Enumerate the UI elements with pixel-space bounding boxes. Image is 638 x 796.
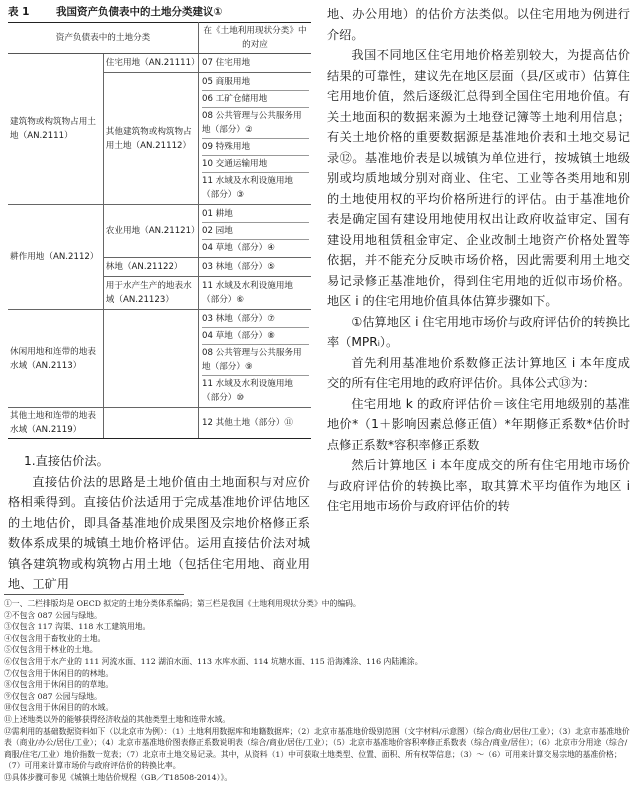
paragraph: 然后计算地区 i 本年度成交的所有住宅用地市场价与政府评估价的转换比率，取其算术平均值作为地区 i 住宅用地市场价与政府评估价的转 (327, 458, 630, 513)
table-body (8, 54, 311, 439)
land-use-code-item: 02 园地 (202, 223, 309, 240)
land-use-code-item: 11 水域及水利设施用地（部分）③ (202, 176, 294, 200)
land-subclass-cell: 林地（AN.21122） (103, 258, 198, 277)
land-use-code-item: 03 林地（部分）⑤ (202, 262, 275, 272)
land-use-code-item: 06 工矿仓储用地 (202, 91, 309, 108)
land-use-code-item: 11 水域及水利设施用地（部分）⑥ (202, 281, 294, 305)
land-group-cell: 其他土地和连带的地表水域（AN.2119） (8, 408, 103, 439)
footnote: ①一、二栏排版均是 OECD 拟定的土地分类体系编码；第三栏是我国《土地利用现状分类》中的编码。 (4, 599, 361, 608)
land-use-code-item: 04 草地（部分）⑧ (202, 328, 309, 345)
footnote: ⑨仅包含 087 公园与绿地。 (4, 691, 102, 701)
land-use-code-cell (199, 310, 312, 408)
footnote: ③仅包含 117 沟渠、118 水工建筑用地。 (4, 622, 151, 632)
footnotes (4, 594, 632, 784)
footnote-list (4, 598, 632, 784)
table-row (8, 408, 311, 439)
land-subclass-cell (103, 310, 198, 408)
table-caption (8, 0, 310, 22)
footnote-rule (4, 594, 184, 595)
footnote: ⑩仅包含用于休闲目的的水域。 (4, 703, 114, 713)
header-land-use-code: 在《土地利用现状分类》中的对应 (199, 23, 312, 54)
paragraph: 直接估价法的思路是土地价值由土地面积与对应价格相乘得到。直接估价法适用于完成基准地价评估地区的土地估价，即具备基准地价成果图及宗地价格修正系数体系成果的城镇土地价格评估。运用直接估价法对城镇各建筑物或构筑物占用土地（包括住宅用地、商业用地、工矿用 (8, 474, 310, 591)
land-use-code-item: 11 水域及水利设施用地（部分）⑩ (202, 379, 294, 403)
footnote: ⑥仅包含用于水产业的 111 河流水面、112 湖泊水面、113 水库水面、114 坑塘水面、115 沿海滩涂、116 内陆滩涂。 (4, 656, 423, 666)
land-subclass-cell: 住宅用地（AN.21111） (103, 54, 198, 73)
land-use-code-cell (199, 408, 312, 439)
left-body-text (8, 451, 310, 595)
right-body-text (327, 4, 630, 517)
footnote: ⑫需利用的基础数据资料如下（以北京市为例）：（1）土地利用数据库和地籍数据库；（2）北京市基准地价级别范围（文字材料/示意图）（综合/商业/居住/工业）；（3）北京市基准地价表（商业/办公/居住/工业）；（4）北京市基准地价图表修正系数说明表（综合/商业/居住/工业）；（5）北京市基准地价容积率修正系数表（综合/商业/居住）；（6）北京市分用途（综合/商服/住宅/工业）地价指数一览表；（7）北京市土地交易记录。其中，从资料（1）中可获取土地类型、位置、面积、所有权等信息；（3）～（6）可用来计算交易宗地的基准价格；（7）可用来计算市场价与政府评估价的转换比率。 (4, 726, 630, 771)
paragraph: ①估算地区 i 住宅用地市场价与政府评估价的转换比率（MPRᵢ）。 (327, 314, 630, 349)
land-group-cell: 耕作用地（AN.2112） (8, 205, 103, 310)
section-heading: 1.直接估价法。 (24, 454, 109, 468)
land-subclass-cell: 用于水产生产的地表水域（AN.21123） (103, 277, 198, 310)
left-column (8, 0, 310, 595)
paragraph: 我国不同地区住宅用地价格差别较大，为提高估价结果的可靠性，建议先在地区层面（县/区或市）估算住宅用地价值，然后逐级汇总得到全国住宅用地价值。有关土地面积的数据来源为土地登记簿等土地利用信息；有关土地价格的重要数据源是基准地价表和土地交易记录⑫。基准地价表是以城镇为单位进行，按城镇土地级别或均质地域分别对商业、住宅、工业等各类用地和别的土地使用权的平均价格所进行的评估。由于基准地价表是确定国有建设用地使用权出让政府收益审定、国有建设用地租赁租金审定、企业改制土地资产价格处置等依据，并不能充分反映市场价格，因此需要利用土地交易记录修正基准地价，得到住宅用地的近似市场价格。地区 i 的住宅用地价值具体估算步骤如下。 (327, 48, 630, 308)
land-use-code-item: 10 交通运输用地 (202, 156, 309, 173)
table-row (8, 54, 311, 73)
footnote: ②不包含 087 公园与绿地。 (4, 610, 102, 620)
table-title: 我国资产负债表中的土地分类建议① (56, 6, 223, 18)
footnote: ⑪上述地类以外的能够获得经济收益的其他类型土地和连带水域。 (4, 714, 231, 724)
table-row (8, 310, 311, 408)
land-use-code-item: 12 其他土地（部分）⑪ (202, 418, 294, 428)
table-header-row (8, 23, 311, 54)
footnote: ⑦仅包含用于休闲目的的林地。 (4, 668, 114, 678)
land-use-code-item: 04 草地（部分）④ (202, 243, 275, 253)
paragraph: 首先利用基准地价系数修正法计算地区 i 本年度成交的所有住宅用地的政府评估价。具体公式⑬为： (327, 355, 630, 390)
land-use-code-item: 03 林地（部分）⑦ (202, 311, 309, 328)
land-use-code-item: 09 特殊用地 (202, 139, 309, 156)
land-use-code-cell (199, 258, 312, 277)
land-use-code-item: 07 住宅用地 (202, 58, 251, 68)
table-number: 表 1 (8, 6, 30, 18)
land-subclass-cell: 农业用地（AN.21121） (103, 205, 198, 258)
land-use-code-item: 01 耕地 (202, 206, 309, 223)
table-row (8, 205, 311, 258)
land-use-code-item: 08 公共管理与公共服务用地（部分）⑨ (202, 345, 309, 376)
land-use-code-item: 08 公共管理与公共服务用地（部分）② (202, 108, 309, 139)
right-column (327, 4, 630, 517)
footnote: ⑧仅包含用于休闲目的的草地。 (4, 680, 114, 690)
land-group-cell: 建筑物或构筑物占用土地（AN.2111） (8, 54, 103, 205)
land-classification-table (8, 22, 311, 439)
land-use-code-cell (199, 73, 312, 205)
land-use-code-cell (199, 54, 312, 73)
footnote: ④仅包含用于畜牧业的土地。 (4, 633, 106, 643)
land-use-code-cell (199, 205, 312, 258)
land-group-cell: 休闲用地和连带的地表水域（AN.2113） (8, 310, 103, 408)
header-land-class: 资产负债表中的土地分类 (8, 23, 199, 54)
land-subclass-cell: 其他建筑物或构筑物占用土地（AN.21112） (103, 73, 198, 205)
land-subclass-cell (103, 408, 198, 439)
land-use-code-item: 05 商服用地 (202, 74, 309, 91)
land-use-code-cell (199, 277, 312, 310)
footnote: ⑬具体步骤可参见《城镇土地估价规程（GB／T18508-2014）》。 (4, 772, 233, 782)
paragraph: 地、办公用地）的估价方法类似。以住宅用地为例进行介绍。 (327, 7, 630, 42)
formula: 住宅用地 k 的政府评估价＝该住宅用地级别的基准地价*（1＋影响因素总修正值）*年期修正系数*估价时点修正系数*容积率修正系数 (327, 396, 630, 452)
footnote: ⑤仅包含用于林业的土地。 (4, 645, 98, 655)
